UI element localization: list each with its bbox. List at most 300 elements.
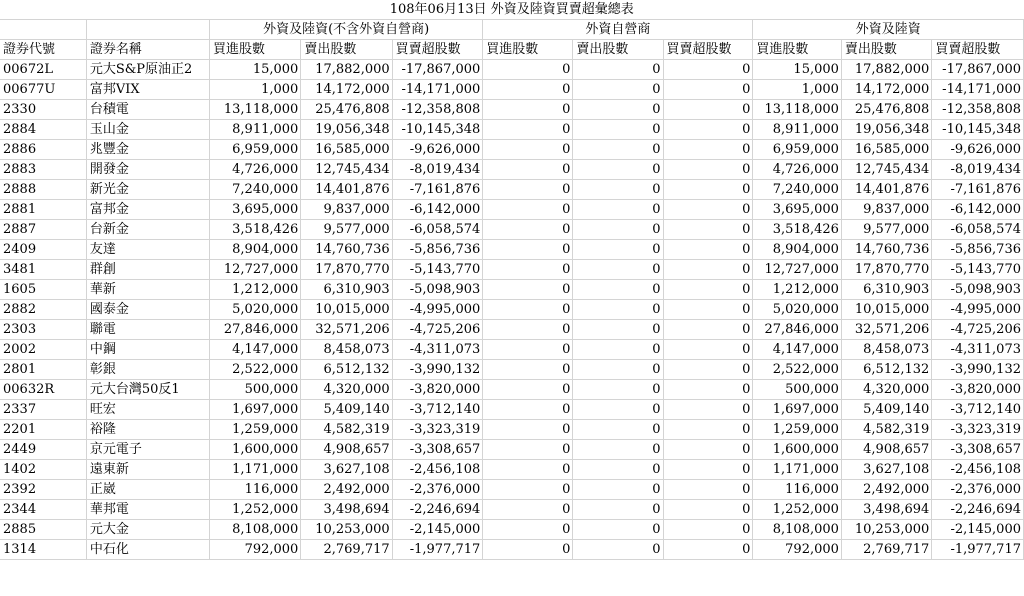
cell-buy-shares: 0 bbox=[483, 280, 573, 300]
table-row bbox=[0, 520, 1024, 540]
table-row bbox=[0, 220, 1024, 240]
cell-stock-name: 彰銀 bbox=[86, 360, 209, 380]
cell-sell-shares: 14,172,000 bbox=[301, 80, 392, 100]
cell-buy-shares: 3,518,426 bbox=[753, 220, 842, 240]
cell-net-shares: 0 bbox=[663, 360, 753, 380]
cell-buy-shares: 500,000 bbox=[753, 380, 842, 400]
cell-stock-code: 2882 bbox=[0, 300, 86, 320]
cell-sell-shares: 6,512,132 bbox=[301, 360, 392, 380]
cell-buy-shares: 1,171,000 bbox=[753, 460, 842, 480]
table-row bbox=[0, 120, 1024, 140]
cell-net-shares: 0 bbox=[663, 540, 753, 560]
cell-net-shares: -12,358,808 bbox=[932, 100, 1024, 120]
cell-stock-name: 國泰金 bbox=[86, 300, 209, 320]
column-header-buy-shares: 買進股數 bbox=[483, 40, 573, 60]
cell-buy-shares: 2,522,000 bbox=[753, 360, 842, 380]
cell-sell-shares: 14,401,876 bbox=[841, 180, 931, 200]
table-row bbox=[0, 160, 1024, 180]
cell-sell-shares: 0 bbox=[573, 280, 663, 300]
cell-sell-shares: 0 bbox=[573, 300, 663, 320]
group-header-foreign-excl-dealers: 外資及陸資(不含外資自營商) bbox=[210, 20, 483, 40]
cell-net-shares: -5,143,770 bbox=[932, 260, 1024, 280]
cell-stock-name: 正崴 bbox=[86, 480, 209, 500]
cell-buy-shares: 1,600,000 bbox=[210, 440, 301, 460]
cell-sell-shares: 17,882,000 bbox=[841, 60, 931, 80]
cell-buy-shares: 116,000 bbox=[753, 480, 842, 500]
cell-buy-shares: 8,911,000 bbox=[210, 120, 301, 140]
cell-sell-shares: 9,837,000 bbox=[841, 200, 931, 220]
cell-stock-code: 2886 bbox=[0, 140, 86, 160]
cell-net-shares: -14,171,000 bbox=[392, 80, 483, 100]
cell-stock-code: 2337 bbox=[0, 400, 86, 420]
group-header-foreign-total: 外資及陸資 bbox=[753, 20, 1024, 40]
cell-buy-shares: 2,522,000 bbox=[210, 360, 301, 380]
cell-buy-shares: 8,108,000 bbox=[753, 520, 842, 540]
cell-net-shares: -10,145,348 bbox=[932, 120, 1024, 140]
cell-sell-shares: 6,310,903 bbox=[301, 280, 392, 300]
cell-sell-shares: 0 bbox=[573, 140, 663, 160]
cell-buy-shares: 116,000 bbox=[210, 480, 301, 500]
cell-net-shares: 0 bbox=[663, 220, 753, 240]
cell-buy-shares: 5,020,000 bbox=[753, 300, 842, 320]
cell-sell-shares: 2,492,000 bbox=[841, 480, 931, 500]
cell-buy-shares: 0 bbox=[483, 480, 573, 500]
cell-sell-shares: 0 bbox=[573, 420, 663, 440]
cell-stock-name: 兆豐金 bbox=[86, 140, 209, 160]
cell-buy-shares: 1,212,000 bbox=[753, 280, 842, 300]
table-row bbox=[0, 100, 1024, 120]
cell-net-shares: 0 bbox=[663, 60, 753, 80]
cell-net-shares: -3,308,657 bbox=[932, 440, 1024, 460]
cell-sell-shares: 2,492,000 bbox=[301, 480, 392, 500]
cell-buy-shares: 1,259,000 bbox=[210, 420, 301, 440]
cell-net-shares: 0 bbox=[663, 120, 753, 140]
cell-sell-shares: 0 bbox=[573, 460, 663, 480]
cell-buy-shares: 0 bbox=[483, 160, 573, 180]
cell-stock-name: 中鋼 bbox=[86, 340, 209, 360]
cell-sell-shares: 3,627,108 bbox=[841, 460, 931, 480]
cell-net-shares: -17,867,000 bbox=[392, 60, 483, 80]
cell-buy-shares: 0 bbox=[483, 320, 573, 340]
cell-sell-shares: 17,870,770 bbox=[841, 260, 931, 280]
cell-sell-shares: 0 bbox=[573, 220, 663, 240]
cell-sell-shares: 5,409,140 bbox=[841, 400, 931, 420]
cell-sell-shares: 0 bbox=[573, 60, 663, 80]
cell-buy-shares: 12,727,000 bbox=[210, 260, 301, 280]
group-header-row bbox=[0, 20, 1024, 40]
cell-buy-shares: 0 bbox=[483, 120, 573, 140]
cell-net-shares: -3,712,140 bbox=[392, 400, 483, 420]
column-header-row bbox=[0, 40, 1024, 60]
cell-sell-shares: 3,498,694 bbox=[301, 500, 392, 520]
cell-stock-name: 元大金 bbox=[86, 520, 209, 540]
cell-net-shares: -3,990,132 bbox=[932, 360, 1024, 380]
cell-net-shares: 0 bbox=[663, 140, 753, 160]
cell-net-shares: -9,626,000 bbox=[392, 140, 483, 160]
cell-buy-shares: 0 bbox=[483, 540, 573, 560]
cell-net-shares: -2,145,000 bbox=[932, 520, 1024, 540]
cell-buy-shares: 0 bbox=[483, 520, 573, 540]
cell-sell-shares: 2,769,717 bbox=[841, 540, 931, 560]
cell-net-shares: 0 bbox=[663, 300, 753, 320]
cell-buy-shares: 1,171,000 bbox=[210, 460, 301, 480]
cell-net-shares: -5,098,903 bbox=[932, 280, 1024, 300]
cell-stock-name: 友達 bbox=[86, 240, 209, 260]
cell-stock-name: 富邦金 bbox=[86, 200, 209, 220]
cell-buy-shares: 6,959,000 bbox=[210, 140, 301, 160]
cell-net-shares: -6,142,000 bbox=[932, 200, 1024, 220]
cell-stock-code: 2887 bbox=[0, 220, 86, 240]
cell-stock-name: 元大S&P原油正2 bbox=[86, 60, 209, 80]
cell-buy-shares: 3,695,000 bbox=[210, 200, 301, 220]
cell-stock-code: 2884 bbox=[0, 120, 86, 140]
cell-net-shares: -2,246,694 bbox=[932, 500, 1024, 520]
cell-buy-shares: 7,240,000 bbox=[753, 180, 842, 200]
cell-stock-code: 1402 bbox=[0, 460, 86, 480]
cell-net-shares: -2,376,000 bbox=[392, 480, 483, 500]
cell-sell-shares: 9,577,000 bbox=[841, 220, 931, 240]
cell-net-shares: -3,990,132 bbox=[392, 360, 483, 380]
cell-net-shares: -2,456,108 bbox=[392, 460, 483, 480]
cell-buy-shares: 3,518,426 bbox=[210, 220, 301, 240]
cell-buy-shares: 500,000 bbox=[210, 380, 301, 400]
cell-sell-shares: 0 bbox=[573, 440, 663, 460]
table-row bbox=[0, 180, 1024, 200]
cell-stock-code: 2888 bbox=[0, 180, 86, 200]
cell-buy-shares: 15,000 bbox=[210, 60, 301, 80]
cell-sell-shares: 14,172,000 bbox=[841, 80, 931, 100]
cell-sell-shares: 4,582,319 bbox=[301, 420, 392, 440]
cell-net-shares: -12,358,808 bbox=[392, 100, 483, 120]
cell-buy-shares: 8,911,000 bbox=[753, 120, 842, 140]
cell-net-shares: 0 bbox=[663, 160, 753, 180]
table-row bbox=[0, 280, 1024, 300]
cell-buy-shares: 0 bbox=[483, 460, 573, 480]
cell-buy-shares: 792,000 bbox=[210, 540, 301, 560]
cell-sell-shares: 0 bbox=[573, 100, 663, 120]
cell-net-shares: -7,161,876 bbox=[932, 180, 1024, 200]
cell-net-shares: -4,995,000 bbox=[392, 300, 483, 320]
table-row bbox=[0, 480, 1024, 500]
cell-buy-shares: 0 bbox=[483, 220, 573, 240]
cell-net-shares: -5,143,770 bbox=[392, 260, 483, 280]
cell-stock-code: 2201 bbox=[0, 420, 86, 440]
cell-net-shares: -4,725,206 bbox=[932, 320, 1024, 340]
cell-stock-name: 遠東新 bbox=[86, 460, 209, 480]
cell-net-shares: -6,058,574 bbox=[392, 220, 483, 240]
cell-buy-shares: 1,000 bbox=[210, 80, 301, 100]
cell-buy-shares: 0 bbox=[483, 180, 573, 200]
table-row bbox=[0, 200, 1024, 220]
cell-stock-name: 開發金 bbox=[86, 160, 209, 180]
cell-net-shares: 0 bbox=[663, 320, 753, 340]
cell-sell-shares: 14,760,736 bbox=[841, 240, 931, 260]
cell-stock-name: 新光金 bbox=[86, 180, 209, 200]
cell-stock-code: 2409 bbox=[0, 240, 86, 260]
cell-sell-shares: 19,056,348 bbox=[841, 120, 931, 140]
table-row bbox=[0, 460, 1024, 480]
cell-stock-name: 台新金 bbox=[86, 220, 209, 240]
cell-sell-shares: 6,310,903 bbox=[841, 280, 931, 300]
cell-sell-shares: 25,476,808 bbox=[841, 100, 931, 120]
table-row bbox=[0, 500, 1024, 520]
cell-net-shares: 0 bbox=[663, 380, 753, 400]
cell-stock-name: 華新 bbox=[86, 280, 209, 300]
cell-stock-code: 1314 bbox=[0, 540, 86, 560]
cell-sell-shares: 0 bbox=[573, 340, 663, 360]
cell-net-shares: 0 bbox=[663, 260, 753, 280]
cell-net-shares: 0 bbox=[663, 340, 753, 360]
cell-sell-shares: 3,627,108 bbox=[301, 460, 392, 480]
cell-stock-code: 2002 bbox=[0, 340, 86, 360]
cell-net-shares: 0 bbox=[663, 80, 753, 100]
cell-net-shares: -4,725,206 bbox=[392, 320, 483, 340]
cell-buy-shares: 13,118,000 bbox=[753, 100, 842, 120]
cell-net-shares: -4,311,073 bbox=[392, 340, 483, 360]
cell-buy-shares: 0 bbox=[483, 420, 573, 440]
cell-net-shares: -2,145,000 bbox=[392, 520, 483, 540]
cell-sell-shares: 0 bbox=[573, 400, 663, 420]
cell-sell-shares: 4,582,319 bbox=[841, 420, 931, 440]
cell-stock-name: 華邦電 bbox=[86, 500, 209, 520]
cell-buy-shares: 15,000 bbox=[753, 60, 842, 80]
cell-sell-shares: 3,498,694 bbox=[841, 500, 931, 520]
cell-buy-shares: 8,904,000 bbox=[753, 240, 842, 260]
cell-net-shares: -5,856,736 bbox=[392, 240, 483, 260]
cell-buy-shares: 1,252,000 bbox=[210, 500, 301, 520]
table-row bbox=[0, 320, 1024, 340]
cell-sell-shares: 0 bbox=[573, 380, 663, 400]
table-row bbox=[0, 420, 1024, 440]
cell-sell-shares: 12,745,434 bbox=[841, 160, 931, 180]
table-row bbox=[0, 60, 1024, 80]
cell-buy-shares: 6,959,000 bbox=[753, 140, 842, 160]
cell-buy-shares: 8,108,000 bbox=[210, 520, 301, 540]
cell-buy-shares: 0 bbox=[483, 260, 573, 280]
cell-sell-shares: 32,571,206 bbox=[841, 320, 931, 340]
cell-sell-shares: 9,577,000 bbox=[301, 220, 392, 240]
cell-net-shares: 0 bbox=[663, 200, 753, 220]
cell-buy-shares: 1,212,000 bbox=[210, 280, 301, 300]
cell-stock-code: 00632R bbox=[0, 380, 86, 400]
column-header-net-shares: 買賣超股數 bbox=[392, 40, 483, 60]
column-header-buy-shares: 買進股數 bbox=[210, 40, 301, 60]
group-header-blank bbox=[0, 20, 86, 40]
cell-net-shares: 0 bbox=[663, 180, 753, 200]
cell-buy-shares: 7,240,000 bbox=[210, 180, 301, 200]
cell-net-shares: -8,019,434 bbox=[392, 160, 483, 180]
column-header-sell-shares: 賣出股數 bbox=[301, 40, 392, 60]
cell-buy-shares: 0 bbox=[483, 340, 573, 360]
table-row bbox=[0, 360, 1024, 380]
cell-buy-shares: 1,000 bbox=[753, 80, 842, 100]
cell-sell-shares: 4,908,657 bbox=[841, 440, 931, 460]
cell-buy-shares: 792,000 bbox=[753, 540, 842, 560]
table-row bbox=[0, 240, 1024, 260]
cell-stock-code: 3481 bbox=[0, 260, 86, 280]
cell-net-shares: -3,323,319 bbox=[392, 420, 483, 440]
cell-sell-shares: 14,401,876 bbox=[301, 180, 392, 200]
cell-stock-code: 2881 bbox=[0, 200, 86, 220]
cell-buy-shares: 1,697,000 bbox=[753, 400, 842, 420]
cell-sell-shares: 0 bbox=[573, 200, 663, 220]
cell-sell-shares: 0 bbox=[573, 180, 663, 200]
cell-sell-shares: 4,320,000 bbox=[841, 380, 931, 400]
cell-buy-shares: 0 bbox=[483, 380, 573, 400]
cell-sell-shares: 0 bbox=[573, 360, 663, 380]
cell-stock-name: 玉山金 bbox=[86, 120, 209, 140]
cell-stock-name: 聯電 bbox=[86, 320, 209, 340]
cell-buy-shares: 0 bbox=[483, 360, 573, 380]
column-header-net-shares: 買賣超股數 bbox=[663, 40, 753, 60]
cell-stock-name: 中石化 bbox=[86, 540, 209, 560]
cell-stock-name: 群創 bbox=[86, 260, 209, 280]
column-header-stock-code: 證券代號 bbox=[0, 40, 86, 60]
cell-net-shares: -3,820,000 bbox=[932, 380, 1024, 400]
cell-sell-shares: 10,253,000 bbox=[841, 520, 931, 540]
cell-net-shares: -17,867,000 bbox=[932, 60, 1024, 80]
cell-sell-shares: 17,870,770 bbox=[301, 260, 392, 280]
cell-net-shares: 0 bbox=[663, 420, 753, 440]
cell-net-shares: -14,171,000 bbox=[932, 80, 1024, 100]
cell-net-shares: 0 bbox=[663, 100, 753, 120]
table-row bbox=[0, 140, 1024, 160]
cell-stock-name: 旺宏 bbox=[86, 400, 209, 420]
cell-buy-shares: 0 bbox=[483, 400, 573, 420]
cell-sell-shares: 0 bbox=[573, 160, 663, 180]
cell-sell-shares: 0 bbox=[573, 500, 663, 520]
cell-sell-shares: 10,015,000 bbox=[841, 300, 931, 320]
cell-buy-shares: 0 bbox=[483, 240, 573, 260]
cell-net-shares: -1,977,717 bbox=[932, 540, 1024, 560]
cell-stock-name: 裕隆 bbox=[86, 420, 209, 440]
cell-buy-shares: 13,118,000 bbox=[210, 100, 301, 120]
cell-sell-shares: 0 bbox=[573, 480, 663, 500]
cell-buy-shares: 4,147,000 bbox=[753, 340, 842, 360]
cell-net-shares: -9,626,000 bbox=[932, 140, 1024, 160]
cell-net-shares: 0 bbox=[663, 400, 753, 420]
cell-stock-code: 2303 bbox=[0, 320, 86, 340]
table-row bbox=[0, 540, 1024, 560]
cell-sell-shares: 5,409,140 bbox=[301, 400, 392, 420]
cell-buy-shares: 0 bbox=[483, 200, 573, 220]
cell-net-shares: -6,058,574 bbox=[932, 220, 1024, 240]
cell-stock-name: 台積電 bbox=[86, 100, 209, 120]
cell-sell-shares: 0 bbox=[573, 240, 663, 260]
cell-stock-code: 1605 bbox=[0, 280, 86, 300]
cell-sell-shares: 25,476,808 bbox=[301, 100, 392, 120]
cell-net-shares: 0 bbox=[663, 280, 753, 300]
cell-buy-shares: 27,846,000 bbox=[210, 320, 301, 340]
table-row bbox=[0, 80, 1024, 100]
cell-buy-shares: 1,600,000 bbox=[753, 440, 842, 460]
title-row bbox=[0, 0, 1024, 20]
cell-sell-shares: 9,837,000 bbox=[301, 200, 392, 220]
cell-buy-shares: 4,726,000 bbox=[753, 160, 842, 180]
cell-net-shares: -4,311,073 bbox=[932, 340, 1024, 360]
cell-buy-shares: 4,726,000 bbox=[210, 160, 301, 180]
cell-sell-shares: 10,253,000 bbox=[301, 520, 392, 540]
table-row bbox=[0, 340, 1024, 360]
cell-buy-shares: 0 bbox=[483, 80, 573, 100]
cell-sell-shares: 4,908,657 bbox=[301, 440, 392, 460]
column-header-sell-shares: 賣出股數 bbox=[573, 40, 663, 60]
table-row bbox=[0, 440, 1024, 460]
cell-net-shares: -3,323,319 bbox=[932, 420, 1024, 440]
cell-stock-code: 2330 bbox=[0, 100, 86, 120]
table-row bbox=[0, 300, 1024, 320]
cell-sell-shares: 0 bbox=[573, 120, 663, 140]
cell-buy-shares: 1,259,000 bbox=[753, 420, 842, 440]
cell-buy-shares: 1,252,000 bbox=[753, 500, 842, 520]
cell-net-shares: -3,308,657 bbox=[392, 440, 483, 460]
cell-sell-shares: 16,585,000 bbox=[841, 140, 931, 160]
cell-net-shares: -2,376,000 bbox=[932, 480, 1024, 500]
cell-buy-shares: 3,695,000 bbox=[753, 200, 842, 220]
column-header-buy-shares: 買進股數 bbox=[753, 40, 842, 60]
cell-sell-shares: 6,512,132 bbox=[841, 360, 931, 380]
cell-buy-shares: 4,147,000 bbox=[210, 340, 301, 360]
cell-sell-shares: 4,320,000 bbox=[301, 380, 392, 400]
cell-sell-shares: 10,015,000 bbox=[301, 300, 392, 320]
cell-buy-shares: 1,697,000 bbox=[210, 400, 301, 420]
cell-sell-shares: 32,571,206 bbox=[301, 320, 392, 340]
cell-sell-shares: 0 bbox=[573, 260, 663, 280]
cell-stock-name: 元大台灣50反1 bbox=[86, 380, 209, 400]
cell-net-shares: -3,712,140 bbox=[932, 400, 1024, 420]
cell-net-shares: -5,098,903 bbox=[392, 280, 483, 300]
cell-buy-shares: 0 bbox=[483, 300, 573, 320]
cell-stock-code: 2449 bbox=[0, 440, 86, 460]
group-header-foreign-dealers: 外資自營商 bbox=[483, 20, 753, 40]
cell-sell-shares: 16,585,000 bbox=[301, 140, 392, 160]
cell-net-shares: -6,142,000 bbox=[392, 200, 483, 220]
column-header-net-shares: 買賣超股數 bbox=[932, 40, 1024, 60]
cell-net-shares: -4,995,000 bbox=[932, 300, 1024, 320]
cell-sell-shares: 14,760,736 bbox=[301, 240, 392, 260]
cell-net-shares: -10,145,348 bbox=[392, 120, 483, 140]
cell-buy-shares: 27,846,000 bbox=[753, 320, 842, 340]
cell-sell-shares: 0 bbox=[573, 540, 663, 560]
cell-stock-code: 2392 bbox=[0, 480, 86, 500]
column-header-sell-shares: 賣出股數 bbox=[841, 40, 931, 60]
table-row bbox=[0, 400, 1024, 420]
cell-buy-shares: 0 bbox=[483, 60, 573, 80]
cell-net-shares: -3,820,000 bbox=[392, 380, 483, 400]
cell-buy-shares: 0 bbox=[483, 140, 573, 160]
cell-buy-shares: 8,904,000 bbox=[210, 240, 301, 260]
cell-net-shares: 0 bbox=[663, 480, 753, 500]
cell-buy-shares: 12,727,000 bbox=[753, 260, 842, 280]
cell-net-shares: -1,977,717 bbox=[392, 540, 483, 560]
cell-buy-shares: 0 bbox=[483, 500, 573, 520]
cell-stock-name: 富邦VIX bbox=[86, 80, 209, 100]
cell-net-shares: -7,161,876 bbox=[392, 180, 483, 200]
cell-sell-shares: 8,458,073 bbox=[301, 340, 392, 360]
cell-net-shares: 0 bbox=[663, 520, 753, 540]
cell-net-shares: -2,456,108 bbox=[932, 460, 1024, 480]
cell-sell-shares: 0 bbox=[573, 80, 663, 100]
cell-net-shares: -2,246,694 bbox=[392, 500, 483, 520]
cell-sell-shares: 19,056,348 bbox=[301, 120, 392, 140]
column-header-stock-name: 證券名稱 bbox=[86, 40, 209, 60]
cell-stock-code: 2885 bbox=[0, 520, 86, 540]
cell-net-shares: 0 bbox=[663, 500, 753, 520]
group-header-blank bbox=[86, 20, 209, 40]
table-row bbox=[0, 380, 1024, 400]
cell-stock-name: 京元電子 bbox=[86, 440, 209, 460]
cell-sell-shares: 8,458,073 bbox=[841, 340, 931, 360]
